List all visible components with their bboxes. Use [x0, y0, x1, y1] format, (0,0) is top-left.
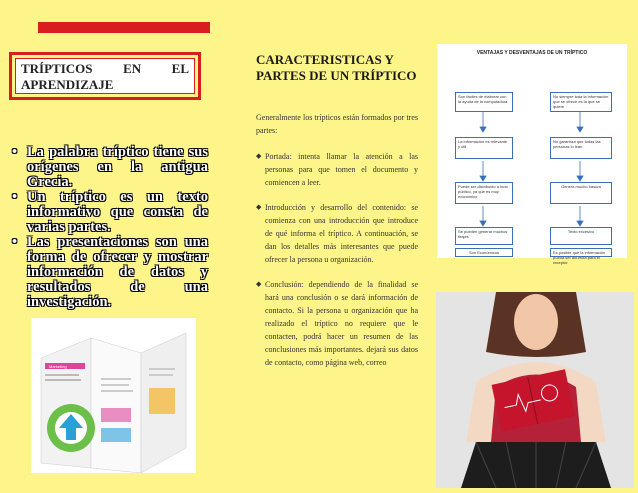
- advantage-box: Se pueden generar muchos tirajes: [455, 227, 513, 245]
- disadvantage-box: Texto excesivo: [550, 227, 612, 245]
- woman-holding-brochure-photo: [436, 292, 634, 488]
- bullet-icon: •: [12, 234, 18, 250]
- title-word-3: EL: [171, 61, 189, 76]
- bullet-item: [12, 190, 208, 235]
- advantage-box: Puede ser distribuido a todo público, ya que es muy económico: [455, 182, 513, 204]
- bullet-icon: •: [12, 144, 18, 160]
- title-word-2: EN: [123, 61, 142, 76]
- list-item-text: Portada: intenta llamar la atención a las personas para que tomen el documento y comiencen a leer.: [265, 152, 418, 187]
- advantage-box: La información es relevante y útil: [455, 137, 513, 159]
- woman-illustration: [436, 292, 634, 488]
- brochure-illustration: [31, 318, 196, 473]
- disadvantage-box: No garantiza que todas las personas lo lean: [550, 137, 612, 159]
- disadvantage-box: Genera mucho basura: [550, 182, 612, 204]
- diamond-bullet-icon: ◆: [256, 152, 262, 160]
- bullet-text: La palabra tríptico tiene sus orígenes en la antigua Grecia.: [27, 144, 208, 190]
- title-row: [21, 61, 189, 77]
- list-item-text: Conclusión: dependiendo de la finalidad se hará una conclusión o se dará información de contacto. Si la persona u organización que ha realizado el tríptico no requiere que le contacten, podrá hacer un resumen de las conclusiones más importantes. dejará sus datos de contacto, como página web, correo: [265, 280, 418, 367]
- list-item: [256, 278, 418, 369]
- list-item: [256, 150, 418, 189]
- parts-list: [256, 150, 418, 381]
- advantage-box: Son Económicos: [455, 248, 513, 257]
- bullet-icon: •: [12, 189, 18, 205]
- disadvantage-box: Es posible que la información pueda ser aburrida para el receptor: [550, 248, 612, 257]
- intro-bullets: [12, 145, 208, 310]
- title-line-2: APRENDIZAJE: [21, 77, 114, 92]
- list-item: [256, 201, 418, 266]
- brochure-photo: [31, 318, 196, 473]
- advantages-diagram: [437, 44, 627, 265]
- bullet-text: Un tríptico es un texto informativo que consta de varias partes.: [27, 189, 208, 235]
- list-item-text: Introducción y desarrollo del contenido: se comienza con una introducción que introduce de qué informa el tríptico. A continuación, se dan los detalles más interesantes que puede ofrecer la persona u organización.: [265, 203, 418, 264]
- intro-text: Generalmente los trípticos están formados por tres partes:: [256, 113, 418, 135]
- diamond-bullet-icon: ◆: [256, 280, 262, 288]
- bullet-item: [12, 235, 208, 310]
- disadvantage-box: No siempre toda la información que se ofrece es la que se quiere: [550, 92, 612, 112]
- diagram-title: VENTAJAS Y DESVENTAJAS DE UN TRÍPTICO: [476, 50, 588, 56]
- bullet-text: Las presentaciones son una forma de ofrecer y mostrar información de datos y resultados de una investigación.: [27, 234, 208, 310]
- title-box: [9, 52, 201, 100]
- bullet-item: [12, 145, 208, 190]
- diamond-bullet-icon: ◆: [256, 203, 262, 211]
- title-inner: [15, 58, 195, 94]
- decorative-red-bar: [38, 22, 210, 33]
- section-heading: CARACTERISTICAS Y PARTES DE UN TRÍPTICO: [256, 52, 417, 83]
- title-word-1: TRÍPTICOS: [21, 61, 93, 76]
- brochure-label: Marketing: [49, 364, 67, 369]
- advantage-box: Son fáciles de elaborar con la ayuda de la computadora: [455, 92, 513, 112]
